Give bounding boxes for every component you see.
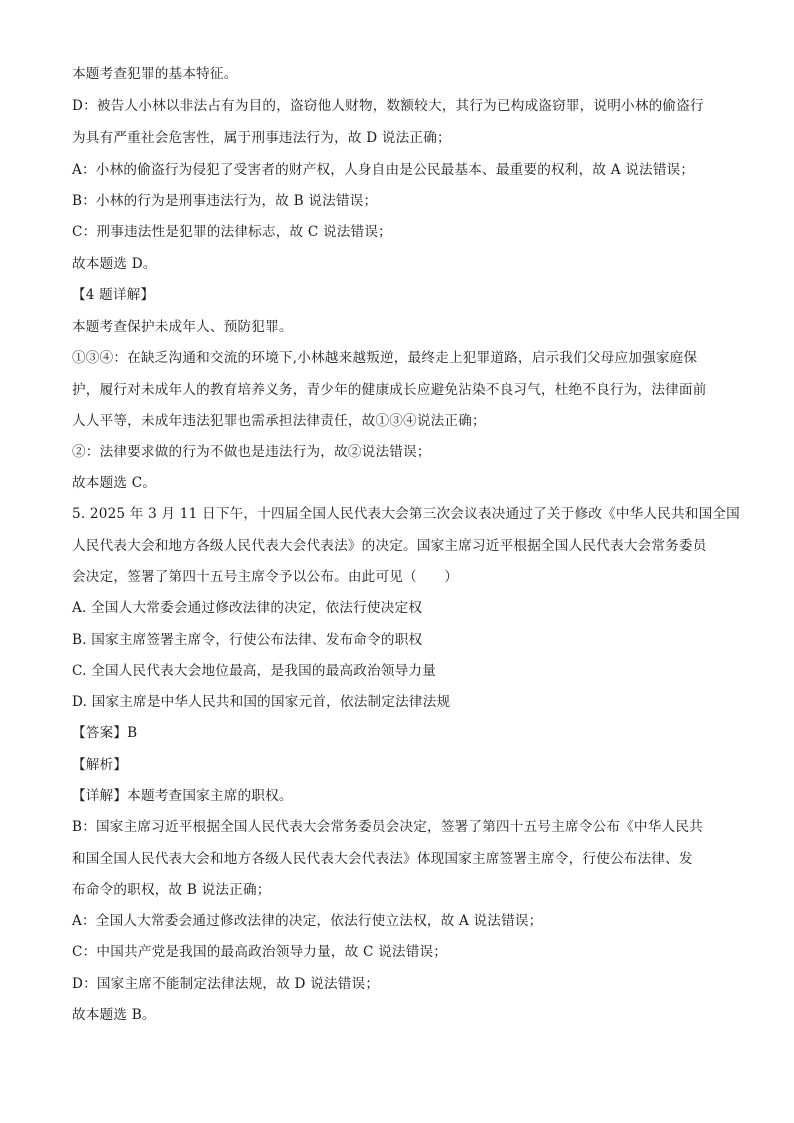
text-line: 【详解】本题考查国家主席的职权。 xyxy=(72,788,293,804)
text-line: ①③④：在缺乏沟通和交流的环境下,小林越来越叛逆，最终走上犯罪道路，启示我们父母应加强家庭保 xyxy=(72,350,698,366)
option-c: C. 全国人民代表大会地位最高，是我国的最高政治领导力量 xyxy=(72,663,437,679)
option-b: B. 国家主席签署主席令，行使公布法律、发布命令的职权 xyxy=(72,632,423,648)
section-heading: 【4 题详解】 xyxy=(72,287,155,303)
text-line: 和国全国人民代表大会和地方各级人民代表大会代表法》体现国家主席签署主席令，行使公布法律、发 xyxy=(72,851,693,867)
text-line: 故本题选 B。 xyxy=(72,1007,156,1023)
text-line: 故本题选 C。 xyxy=(72,475,157,491)
analysis-heading: 【解析】 xyxy=(72,757,128,773)
question-stem: 会决定，签署了第四十五号主席令予以公布。由此可见（ ） xyxy=(72,569,459,585)
text-line: B：小林的行为是刑事违法行为，故 B 说法错误； xyxy=(72,193,378,209)
text-line: 护，履行对未成年人的教育培养义务，青少年的健康成长应避免沾染不良习气，杜绝不良行为，法律面前 xyxy=(72,382,707,398)
option-d: D. 国家主席是中华人民共和国的国家元首，依法制定法律法规 xyxy=(72,694,451,710)
text-line: C：刑事违法性是犯罪的法律标志，故 C 说法错误； xyxy=(72,224,392,240)
text-line: A：全国人大常委会通过修改法律的决定，依法行使立法权，故 A 说法错误； xyxy=(72,913,543,929)
text-line: 本题考查犯罪的基本特征。 xyxy=(72,66,238,82)
text-line: 本题考查保护未成年人、预防犯罪。 xyxy=(72,319,293,335)
text-line: 为具有严重社会危害性，属于刑事违法行为，故 D 说法正确； xyxy=(72,130,451,146)
text-line: 布命令的职权，故 B 说法正确； xyxy=(72,882,271,898)
text-line: D：被告人小林以非法占有为目的，盗窃他人财物，数额较大，其行为已构成盗窃罪，说明小林的偷盗行 xyxy=(72,98,704,114)
text-line: 人人平等，未成年违法犯罪也需承担法律责任，故①③④说法正确； xyxy=(72,413,486,429)
text-line: D：国家主席不能制定法律法规，故 D 说法错误； xyxy=(72,976,380,992)
question-stem: 人民代表大会和地方各级人民代表大会代表法》的决定。国家主席习近平根据全国人民代表大会常务委员 xyxy=(72,538,707,554)
option-a: A. 全国人大常委会通过修改法律的决定，依法行使决定权 xyxy=(72,600,423,616)
text-line: C：中国共产党是我国的最高政治领导力量，故 C 说法错误； xyxy=(72,944,448,960)
text-line: 故本题选 D。 xyxy=(72,256,157,272)
answer-label: 【答案】B xyxy=(72,725,138,741)
question-stem: 5. 2025 年 3 月 11 日下午，十四届全国人民代表大会第三次会议表决通过了关于修改《中华人民共和国全国 xyxy=(72,506,740,522)
text-line: ②：法律要求做的行为不做也是违法行为，故②说法错误； xyxy=(72,444,431,460)
text-line: B：国家主席习近平根据全国人民代表大会常务委员会决定，签署了第四十五号主席令公布《中华人民共 xyxy=(72,819,703,835)
text-line: A：小林的偷盗行为侵犯了受害者的财产权，人身自由是公民最基本、最重要的权利，故 A 说法错误； xyxy=(72,162,695,178)
